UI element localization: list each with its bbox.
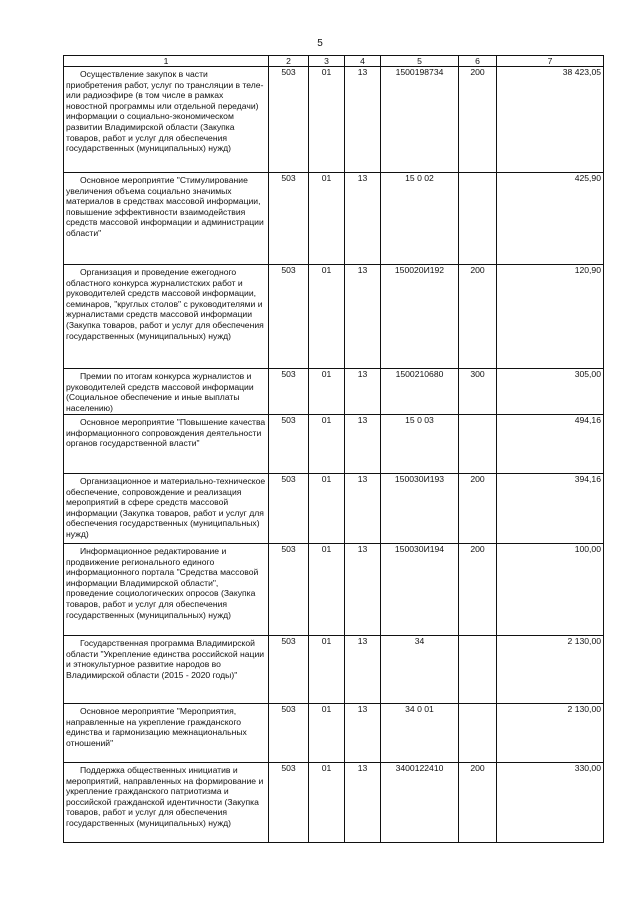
cell-subsection: 13	[345, 636, 381, 704]
cell-target-code: 15 0 02	[381, 173, 459, 265]
cell-expense-type	[459, 173, 497, 265]
cell-target-code: 3400122410	[381, 763, 459, 843]
cell-amount: 494,16	[497, 415, 604, 474]
table-row	[64, 265, 604, 369]
row-description: Государственная программа Владимирской области "Укрепление единства российской нации и этнокультурное развитие народов во Владимирской области (2015 - 2020 годы)"	[64, 636, 269, 704]
cell-admin-code: 503	[269, 636, 309, 704]
cell-admin-code: 503	[269, 369, 309, 415]
cell-amount: 100,00	[497, 544, 604, 636]
row-description: Основное мероприятие "Стимулирование увеличения объема социально значимых материалов в средствах массовой информации, повышение эффективности взаимодействия средств массовой информации и администрации области"	[64, 173, 269, 265]
cell-target-code: 34	[381, 636, 459, 704]
cell-section: 01	[309, 636, 345, 704]
cell-subsection: 13	[345, 415, 381, 474]
cell-section: 01	[309, 704, 345, 763]
cell-target-code: 1500210680	[381, 369, 459, 415]
cell-section: 01	[309, 763, 345, 843]
table-row	[64, 173, 604, 265]
cell-amount: 2 130,00	[497, 704, 604, 763]
cell-expense-type: 200	[459, 265, 497, 369]
col-header: 3	[309, 56, 345, 67]
cell-expense-type: 300	[459, 369, 497, 415]
cell-section: 01	[309, 544, 345, 636]
table-row	[64, 544, 604, 636]
cell-admin-code: 503	[269, 763, 309, 843]
table-row	[64, 636, 604, 704]
cell-admin-code: 503	[269, 474, 309, 544]
header-row	[64, 56, 604, 67]
cell-admin-code: 503	[269, 67, 309, 173]
row-description: Основное мероприятие "Мероприятия, направленные на укрепление гражданского единства и гармонизацию межнациональных отношений"	[64, 704, 269, 763]
row-description: Премии по итогам конкурса журналистов и руководителей средств массовой информации (Социальное обеспечение и иные выплаты населению)	[64, 369, 269, 415]
cell-expense-type	[459, 415, 497, 474]
cell-section: 01	[309, 173, 345, 265]
cell-amount: 330,00	[497, 763, 604, 843]
table-row	[64, 67, 604, 173]
row-description: Информационное редактирование и продвижение регионального единого информационного портала "Средства массовой информации Владимирской области", проведение социологических опросов (Закупка товаров, работ и услуг для обеспечения государственных (муниципальных) нужд)	[64, 544, 269, 636]
cell-amount: 394,16	[497, 474, 604, 544]
cell-target-code: 1500198734	[381, 67, 459, 173]
cell-subsection: 13	[345, 67, 381, 173]
row-description: Основное мероприятие "Повышение качества информационного сопровождения деятельности органов государственной власти"	[64, 415, 269, 474]
table-row	[64, 704, 604, 763]
cell-expense-type	[459, 636, 497, 704]
col-header: 2	[269, 56, 309, 67]
cell-section: 01	[309, 474, 345, 544]
cell-admin-code: 503	[269, 704, 309, 763]
cell-amount: 425,90	[497, 173, 604, 265]
cell-section: 01	[309, 415, 345, 474]
cell-admin-code: 503	[269, 265, 309, 369]
cell-target-code: 15 0 03	[381, 415, 459, 474]
cell-subsection: 13	[345, 763, 381, 843]
cell-section: 01	[309, 67, 345, 173]
cell-subsection: 13	[345, 265, 381, 369]
cell-amount: 2 130,00	[497, 636, 604, 704]
cell-target-code: 150020И192	[381, 265, 459, 369]
row-description: Поддержка общественных инициатив и мероприятий, направленных на формирование и укрепление гражданского патриотизма и российской гражданской идентичности (Закупка товаров, работ и услуг для обеспечения государственных (муниципальных) нужд)	[64, 763, 269, 843]
cell-expense-type: 200	[459, 474, 497, 544]
cell-subsection: 13	[345, 474, 381, 544]
cell-amount: 38 423,05	[497, 67, 604, 173]
cell-expense-type: 200	[459, 544, 497, 636]
page-number: 5	[317, 38, 323, 49]
cell-subsection: 13	[345, 544, 381, 636]
cell-subsection: 13	[345, 173, 381, 265]
cell-expense-type: 200	[459, 67, 497, 173]
row-description: Организационное и материально-техническое обеспечение, сопровождение и реализация мероприятий в сфере средств массовой информации (Закупка товаров, работ и услуг для обеспечения государственных (муниципальных) нужд)	[64, 474, 269, 544]
col-header: 4	[345, 56, 381, 67]
cell-subsection: 13	[345, 704, 381, 763]
cell-section: 01	[309, 369, 345, 415]
table-row	[64, 415, 604, 474]
col-header: 5	[381, 56, 459, 67]
cell-admin-code: 503	[269, 415, 309, 474]
table-row	[64, 763, 604, 843]
cell-admin-code: 503	[269, 544, 309, 636]
row-description: Осуществление закупок в части приобретения работ, услуг по трансляции в теле- или радиоэфире (в том числе в рамках новостной программы или отдельной передачи) информации о социально-экономическом развитии Владимирской области (Закупка товаров, работ и услуг для обеспечения государственных (муниципальных) нужд)	[64, 67, 269, 173]
col-header: 1	[64, 56, 269, 67]
col-header: 6	[459, 56, 497, 67]
budget-table	[63, 55, 604, 843]
table-row	[64, 369, 604, 415]
cell-target-code: 150030И193	[381, 474, 459, 544]
cell-target-code: 34 0 01	[381, 704, 459, 763]
cell-amount: 120,90	[497, 265, 604, 369]
cell-expense-type: 200	[459, 763, 497, 843]
cell-amount: 305,00	[497, 369, 604, 415]
table-row	[64, 474, 604, 544]
cell-admin-code: 503	[269, 173, 309, 265]
cell-expense-type	[459, 704, 497, 763]
cell-subsection: 13	[345, 369, 381, 415]
cell-target-code: 150030И194	[381, 544, 459, 636]
col-header: 7	[497, 56, 604, 67]
cell-section: 01	[309, 265, 345, 369]
row-description: Организация и проведение ежегодного областного конкурса журналистских работ и руководителей средств массовой информации, семинаров, "круглых столов" с руководителями и журналистами средств массовой информации (Закупка товаров, работ и услуг для обеспечения государственных (муниципальных) нужд)	[64, 265, 269, 369]
